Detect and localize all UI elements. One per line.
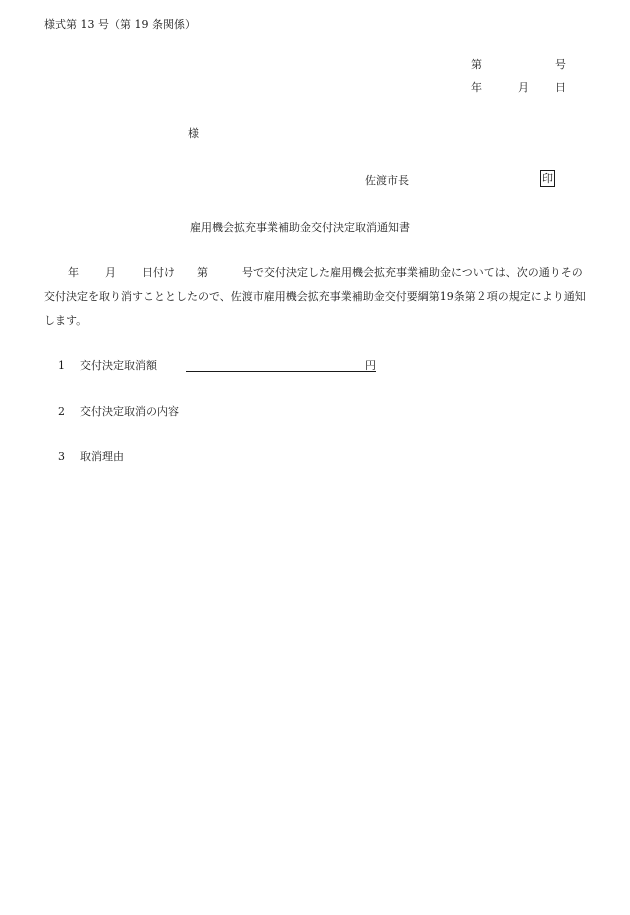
notice-body bbox=[44, 261, 589, 333]
item-number: 2 bbox=[58, 405, 65, 418]
item-number: 1 bbox=[58, 359, 65, 372]
document-number-label: 第 bbox=[471, 58, 482, 71]
item-cancel-reason bbox=[58, 448, 124, 464]
document-number-suffix: 号 bbox=[555, 58, 566, 71]
date-month-label: 月 bbox=[518, 81, 529, 94]
item-label: 取消理由 bbox=[80, 450, 124, 463]
form-number: 様式第 13 号（第 19 条関係） bbox=[44, 18, 196, 31]
body-year: 年 bbox=[68, 266, 79, 279]
body-number-prefix: 第 bbox=[197, 266, 208, 279]
item-label: 交付決定取消の内容 bbox=[80, 405, 179, 418]
body-month: 月 bbox=[105, 266, 116, 279]
item-label: 交付決定取消額 bbox=[80, 359, 157, 372]
seal-mark: 印 bbox=[542, 172, 553, 185]
item-number: 3 bbox=[58, 450, 65, 463]
issuer-name: 佐渡市長 bbox=[365, 174, 409, 187]
document-title: 雇用機会拡充事業補助金交付決定取消通知書 bbox=[190, 221, 410, 234]
date-year-label: 年 bbox=[471, 81, 482, 94]
date-day-label: 日 bbox=[555, 81, 566, 94]
amount-unit: 円 bbox=[365, 359, 376, 372]
amount-fill-line bbox=[186, 357, 376, 372]
body-day-dated: 日付け bbox=[142, 266, 175, 279]
addressee-honorific: 様 bbox=[188, 127, 199, 140]
item-cancel-details bbox=[58, 403, 179, 419]
item-cancel-amount bbox=[58, 357, 157, 373]
body-text: 号で交付決定した雇用機会拡充事業補助金については、次の通りその交付決定を取り消すこととしたので、佐渡市雇用機会拡充事業補助金交付要綱第19条第２項の規定により通知します。 bbox=[44, 266, 586, 327]
